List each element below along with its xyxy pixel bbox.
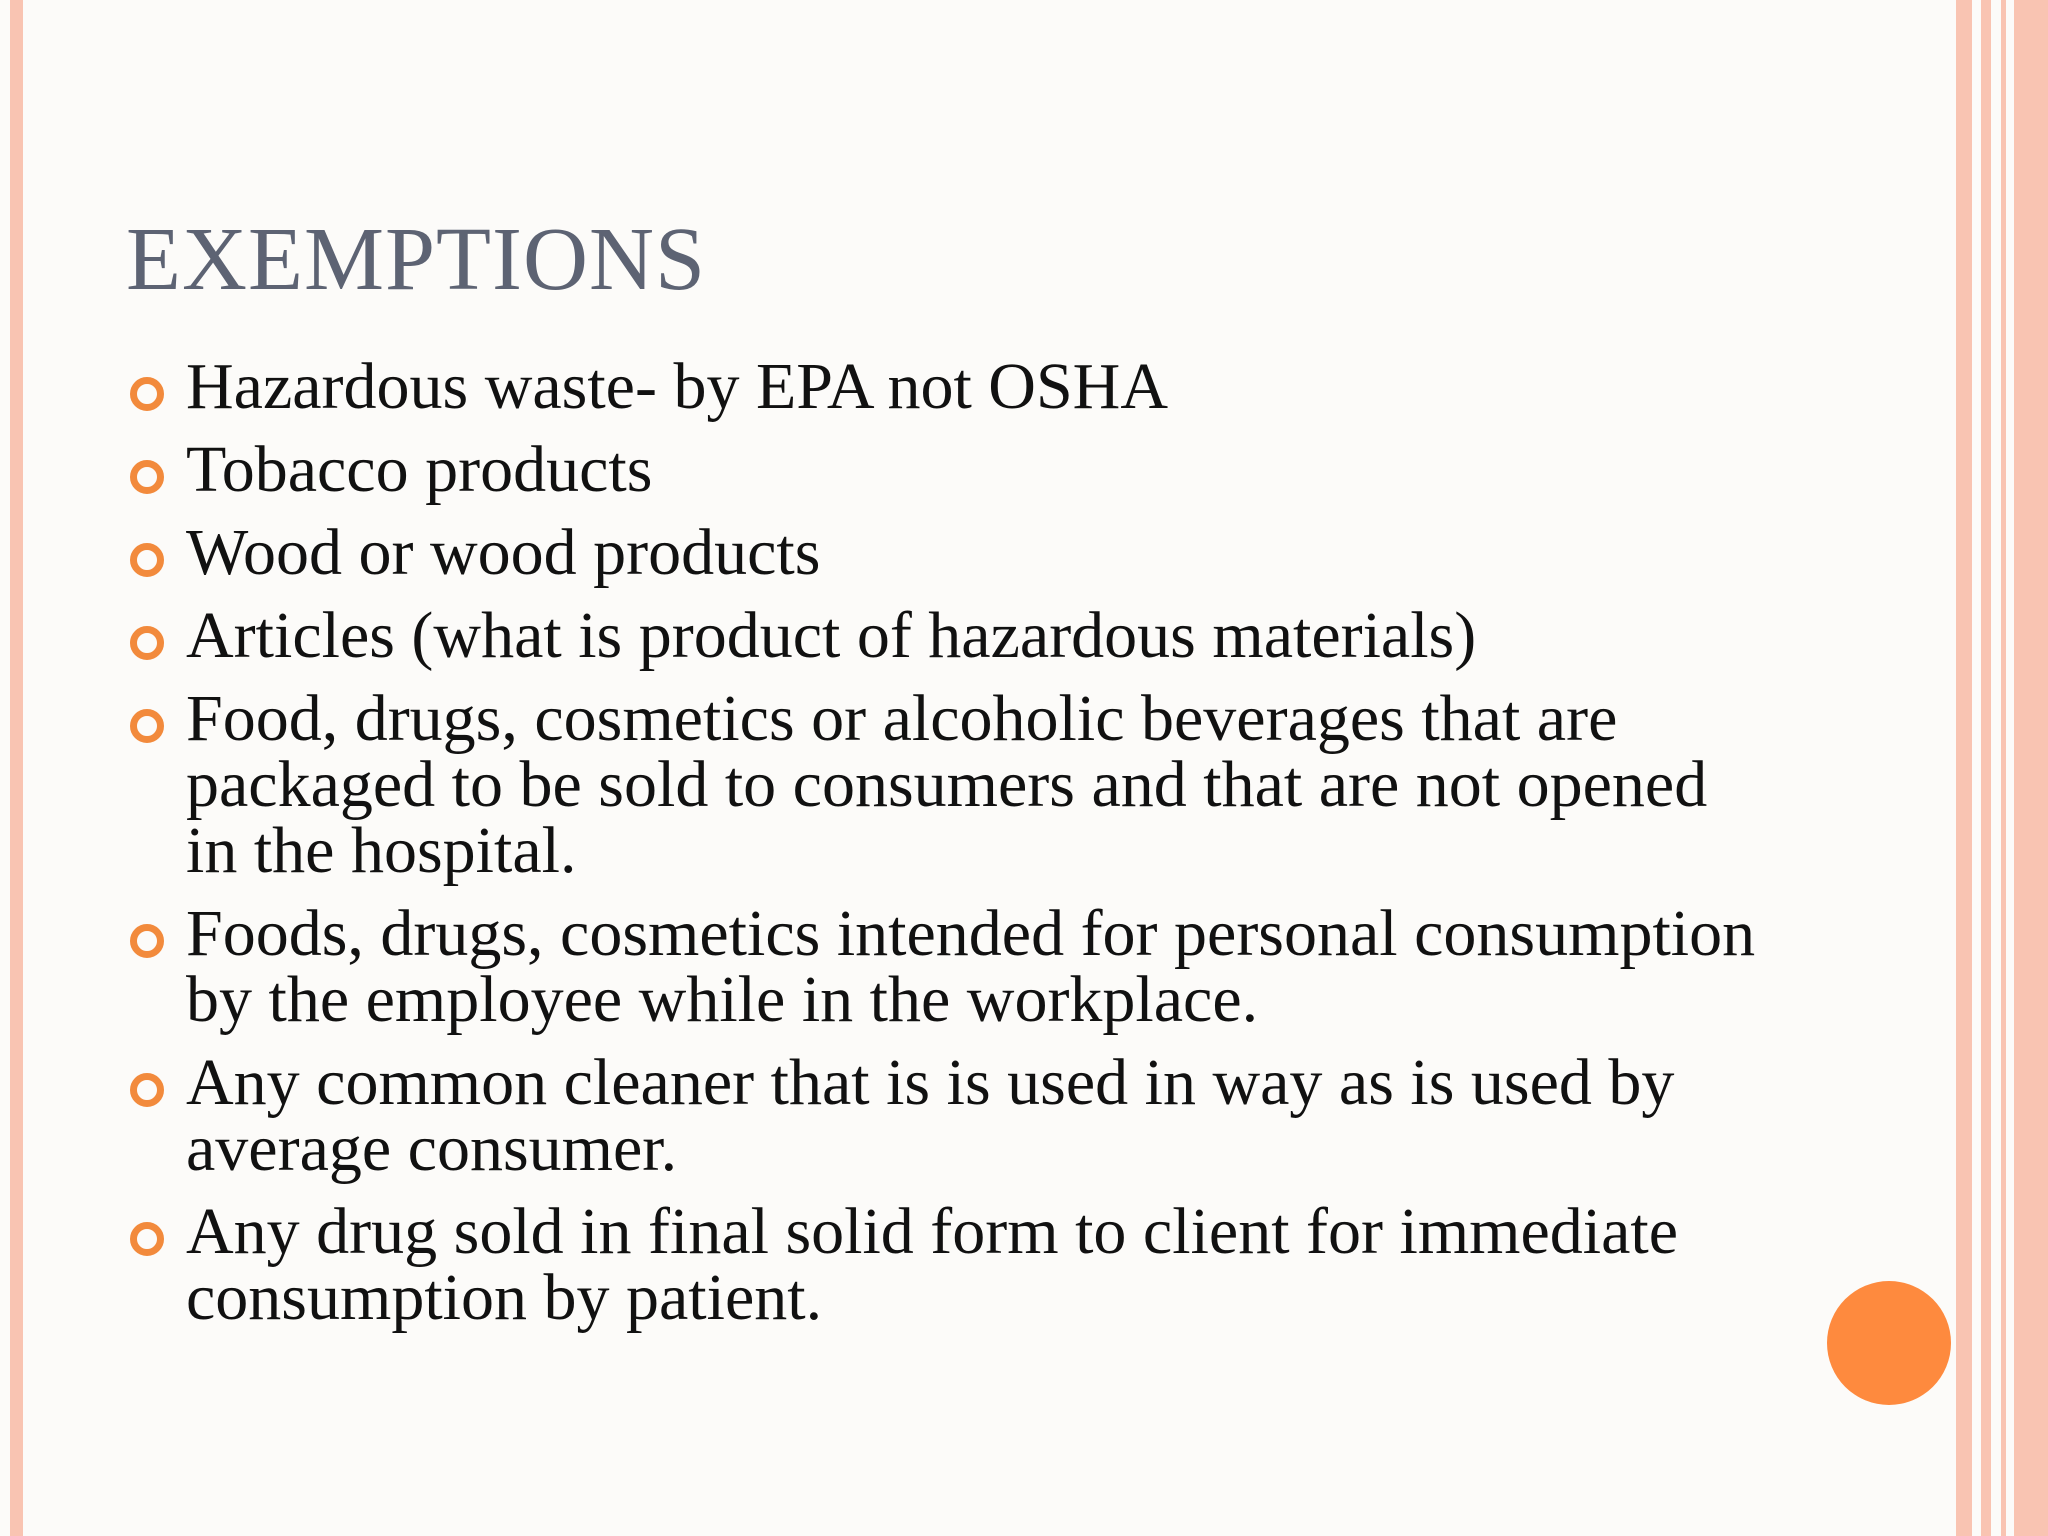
- bullet-item: [126, 350, 1766, 423]
- bullet-item: [126, 599, 1766, 672]
- bullet-text: Any common cleaner that is is used in way as is used by average consumer.: [186, 1046, 1675, 1185]
- right-border-stripe: [1981, 0, 1991, 1536]
- ring-bullet-icon: [130, 460, 164, 494]
- ring-bullet-icon: [130, 626, 164, 660]
- bullet-text: Tobacco products: [186, 433, 653, 506]
- ring-bullet-icon: [130, 709, 164, 743]
- right-border-stripe: [1956, 0, 1972, 1536]
- bullet-item: [126, 897, 1766, 1036]
- bullet-item: [126, 516, 1766, 589]
- ring-bullet-icon: [130, 1073, 164, 1107]
- ring-bullet-icon: [130, 924, 164, 958]
- bullet-item: [126, 433, 1766, 506]
- bullet-text: Food, drugs, cosmetics or alcoholic beverages that are packaged to be sold to consumers and that are not opened in the hospital.: [186, 682, 1708, 887]
- bullet-list: [126, 350, 1766, 1348]
- bullet-item: [126, 682, 1766, 887]
- slide-title: EXEMPTIONS: [126, 210, 707, 309]
- left-border-stripe: [10, 0, 23, 1536]
- decorative-circle: [1827, 1281, 1951, 1405]
- bullet-text: Any drug sold in final solid form to client for immediate consumption by patient.: [186, 1195, 1679, 1334]
- ring-bullet-icon: [130, 1222, 164, 1256]
- bullet-text: Hazardous waste- by EPA not OSHA: [186, 350, 1168, 423]
- right-border-stripe: [2014, 0, 2048, 1536]
- bullet-text: Wood or wood products: [186, 516, 821, 589]
- bullet-item: [126, 1046, 1766, 1185]
- ring-bullet-icon: [130, 543, 164, 577]
- bullet-text: Articles (what is product of hazardous materials): [186, 599, 1477, 672]
- ring-bullet-icon: [130, 377, 164, 411]
- bullet-text: Foods, drugs, cosmetics intended for personal consumption by the employee while in the workplace.: [186, 897, 1756, 1036]
- right-border-stripe: [2001, 0, 2006, 1536]
- bullet-item: [126, 1195, 1766, 1334]
